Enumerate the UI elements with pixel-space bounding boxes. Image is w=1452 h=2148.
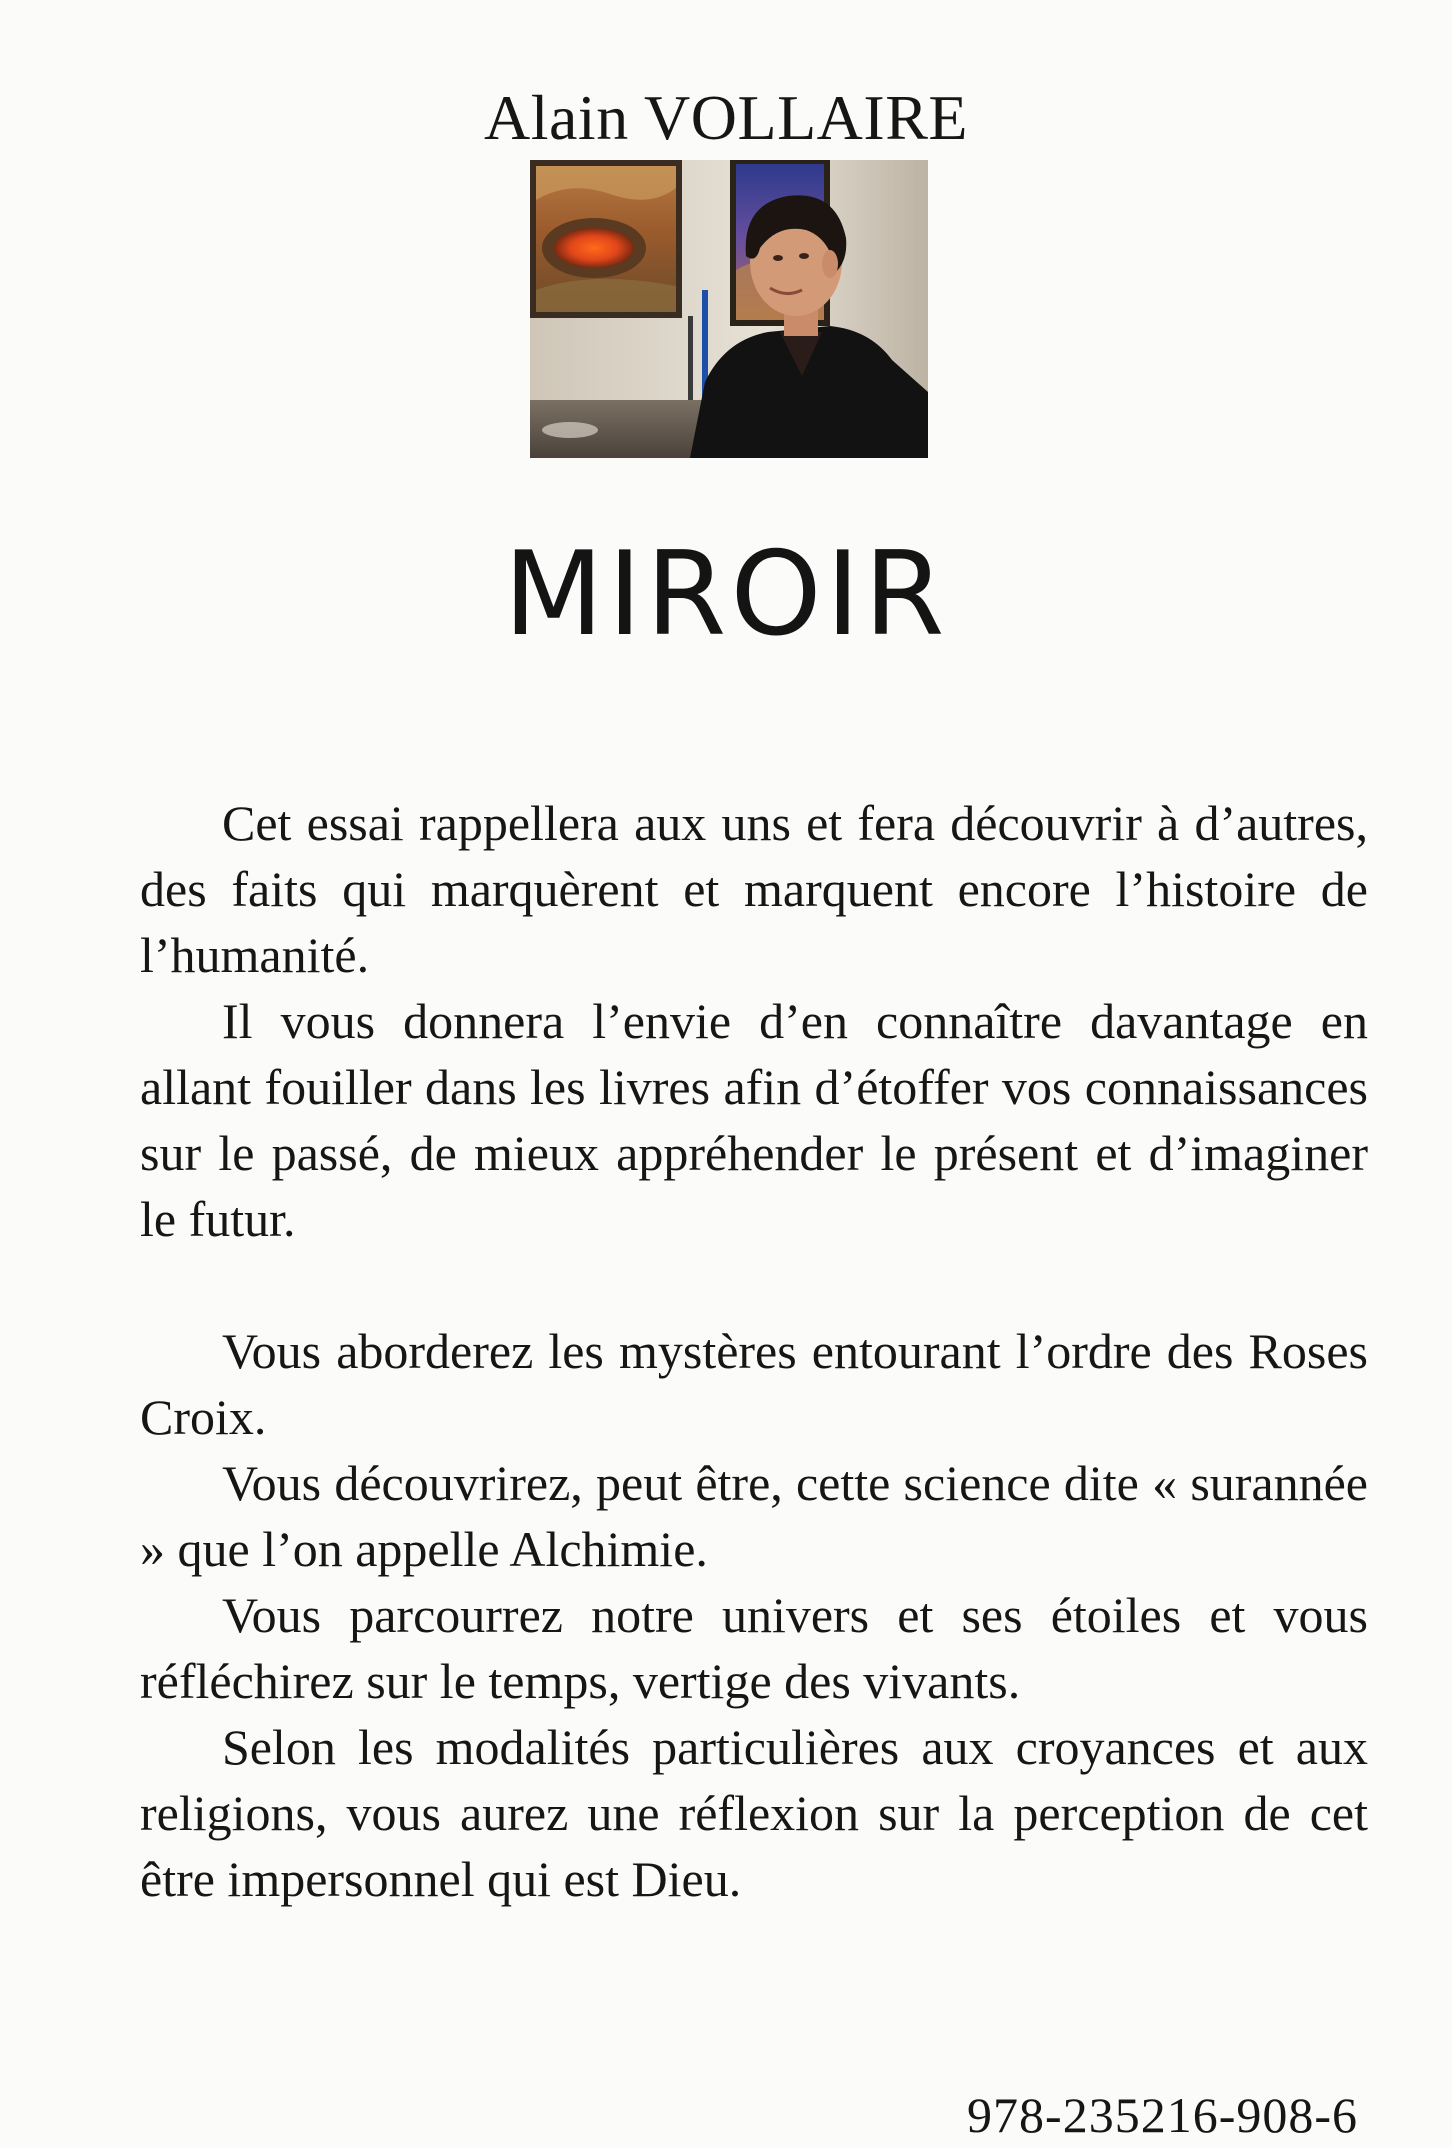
blurb-paragraph: Cet essai rappellera aux uns et fera découvrir à d’autres, des faits qui marquèrent et marquent encore l’histoire de l’humanité.	[140, 795, 1368, 983]
book-title: MIROIR	[503, 527, 949, 662]
author-name: Alain VOLLAIRE	[484, 82, 968, 153]
blurb-paragraph: Vous parcourrez notre univers et ses étoiles et vous réfléchirez sur le temps, vertige des vivants.	[140, 1587, 1368, 1709]
blurb-paragraph: Vous découvrirez, peut être, cette science dite « surannée » que l’on appelle Alchimie.	[140, 1455, 1368, 1577]
blurb-paragraph: Vous aborderez les mystères entourant l’ordre des Roses Croix.	[140, 1323, 1368, 1445]
paragraph-spacer	[140, 1252, 1368, 1318]
blurb-paragraph: Il vous donnera l’envie d’en connaître davantage en allant fouiller dans les livres afin d’étoffer vos connaissances sur le passé, de mieux appréhender le présent et d’imaginer le futur.	[140, 993, 1368, 1247]
blurb-paragraph: Selon les modalités particulières aux croyances et aux religions, vous aurez une réflexion sur la perception de cet être impersonnel qui est Dieu.	[140, 1719, 1368, 1907]
blurb	[140, 790, 1368, 1912]
isbn: 978-235216-908-6	[967, 2087, 1358, 2143]
author-photo	[530, 160, 928, 458]
